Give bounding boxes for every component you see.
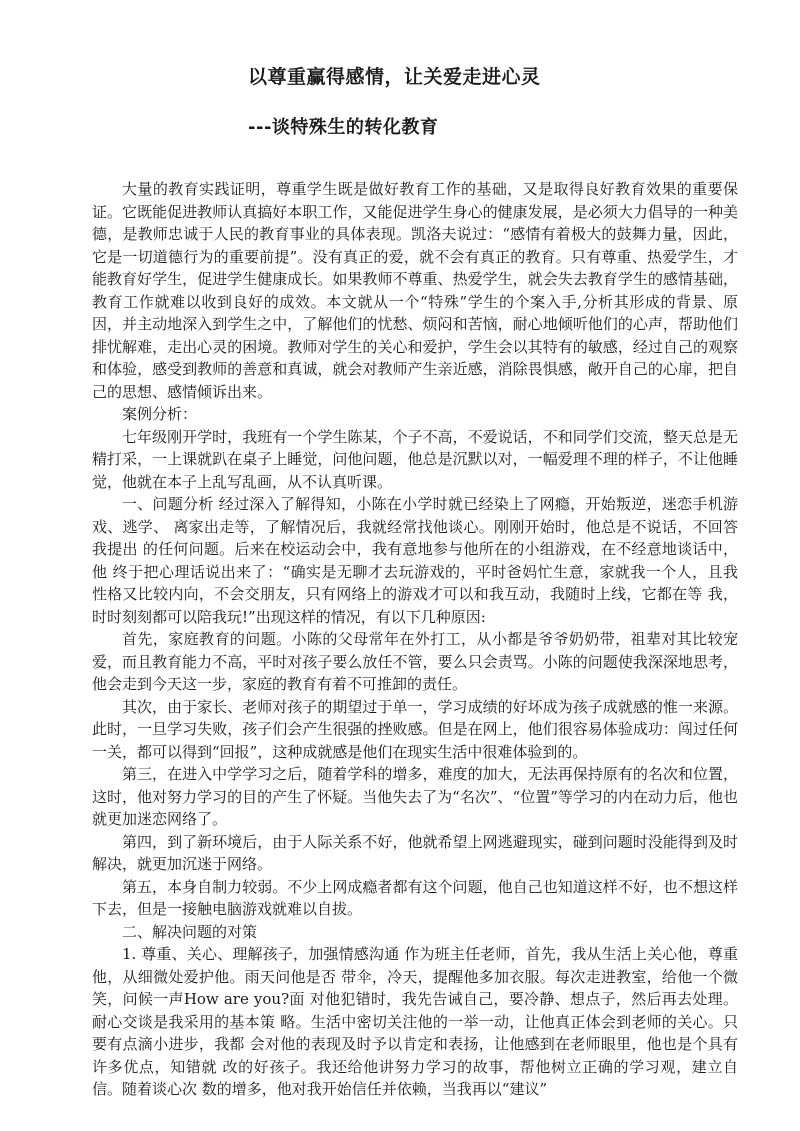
- document-subtitle: ---谈特殊生的转化教育: [248, 117, 439, 138]
- section-heading-solutions: 二、解决问题的对策: [122, 922, 258, 941]
- solution-1-paragraph: 1. 尊重、关心、理解孩子，加强情感沟通 作为班主任老师，首先，我从生活上关心他，尊重他，从细微处爱护他。雨天问他是否 带伞，冷天，提醒他多加衣服。每次走进教室，给他一个微笑，问候一声How are you?面 对他犯错时，我先告诫自己，要冷静、想点子，然后再去处理。耐心交谈是我采用的基本策 略。生活中密切关注他的一举一动，让他真正体会到老师的关心。只要有点滴小进步，我都 会对他的表现及时予以肯定和表扬，让他感到在老师眼里，他也是个具有许多优点，知错就 改的好孩子。我还给他讲努力学习的故事，帮他树立正确的学习观，建立自信。随着谈心次 数的增多，他对我开始信任并依赖，当我再以“建议”: [92, 945, 738, 1098]
- problem-analysis-paragraph: 一、问题分析 经过深入了解得知，小陈在小学时就已经染上了网瘾，开始叛逆，迷恋手机游戏、逃学、 离家出走等，了解情况后，我就经常找他谈心。刚刚开始时，他总是不说话，不回答我提出 的任何问题。后来在校运动会中，我有意地参与他所在的小组游戏，在不经意地谈话中，他 终于把心理话说出来了：“确实是无聊才去玩游戏的，平时爸妈忙生意，家就我一个人，且我 性格又比较内向，不会交朋友，只有网络上的游戏才可以和我互动，我随时上线，它都在等 我，时时刻刻都可以陪我玩!”出现这样的情况，有以下几种原因:: [92, 495, 738, 626]
- case-paragraph: 七年级刚开学时，我班有一个学生陈某，个子不高，不爱说话，不和同学们交流，整天总是无精打采，一上课就趴在桌子上睡觉，问他问题，他总是沉默以对，一幅爱理不理的样子，不让他睡觉，他就在本子上乱写乱画，从不认真听课。: [92, 427, 738, 491]
- document-body: [92, 178, 738, 1101]
- reason-5-paragraph: 第五，本身自制力较弱。不少上网成瘾者都有这个问题，他自己也知道这样不好，也不想这样下去，但是一接触电脑游戏就难以自拔。: [92, 877, 738, 918]
- reason-3-paragraph: 第三，在进入中学学习之后，随着学科的增多，难度的加大，无法再保持原有的名次和位置，这时，他对努力学习的目的产生了怀疑。当他失去了为“名次”、“位置”等学习的内在动力后，他也就更加迷恋网络了。: [92, 765, 738, 828]
- reason-2-paragraph: 其次，由于家长、老师对孩子的期望过于单一，学习成绩的好坏成为孩子成就感的惟一来源。此时，一旦学习失败，孩子们会产生很强的挫败感。但是在网上，他们很容易体验成功：闯过任何一关，都可以得到“回报”，这种成就感是他们在现实生活中很难体验到的。: [92, 697, 738, 761]
- reason-1-paragraph: 首先，家庭教育的问题。小陈的父母常年在外打工，从小都是爷爷奶奶带，祖辈对其比较宠爱，而且教育能力不高，平时对孩子要么放任不管，要么只会责骂。小陈的问题使我深深地思考，他会走到今天这一步，家庭的教育有着不可推卸的责任。: [92, 630, 738, 693]
- document-title: 以尊重赢得感情，让关爱走进心灵: [248, 66, 541, 88]
- reason-4-paragraph: 第四，到了新环境后，由于人际关系不好，他就希望上网逃避现实，碰到问题时没能得到及时解决，就更加沉迷于网络。: [92, 832, 738, 873]
- section-heading-case-analysis: 案例分析：: [122, 405, 198, 423]
- intro-paragraph: 大量的教育实践证明，尊重学生既是做好教育工作的基础，又是取得良好教育效果的重要保证。它既能促进教师认真搞好本职工作，又能促进学生身心的健康发展，是必须大力倡导的一种美德，是教师忠诚于人民的教育事业的具体表现。凯洛夫说过：“感情有着极大的鼓舞力量，因此，它是一切道德行为的重要前提”。没有真正的爱，就不会有真正的教育。只有尊重、热爱学生，才能教育好学生，促进学生健康成长。如果教师不尊重、热爱学生，就会失去教育学生的感情基础，教育工作就难以收到良好的成效。本文就从一个“特殊”学生的个案入手,分析其形成的背景、原因，并主动地深入到学生之中，了解他们的忧愁、烦闷和苦恼，耐心地倾听他们的心声，帮助他们排忧解难，走出心灵的困境。教师对学生的关心和爱护，学生会以其特有的敏感，经过自己的观察和体验，感受到教师的善意和真诚，就会对教师产生亲近感，消除畏惧感，敞开自己的心扉，把自己的思想、感情倾诉出来。: [92, 180, 738, 401]
